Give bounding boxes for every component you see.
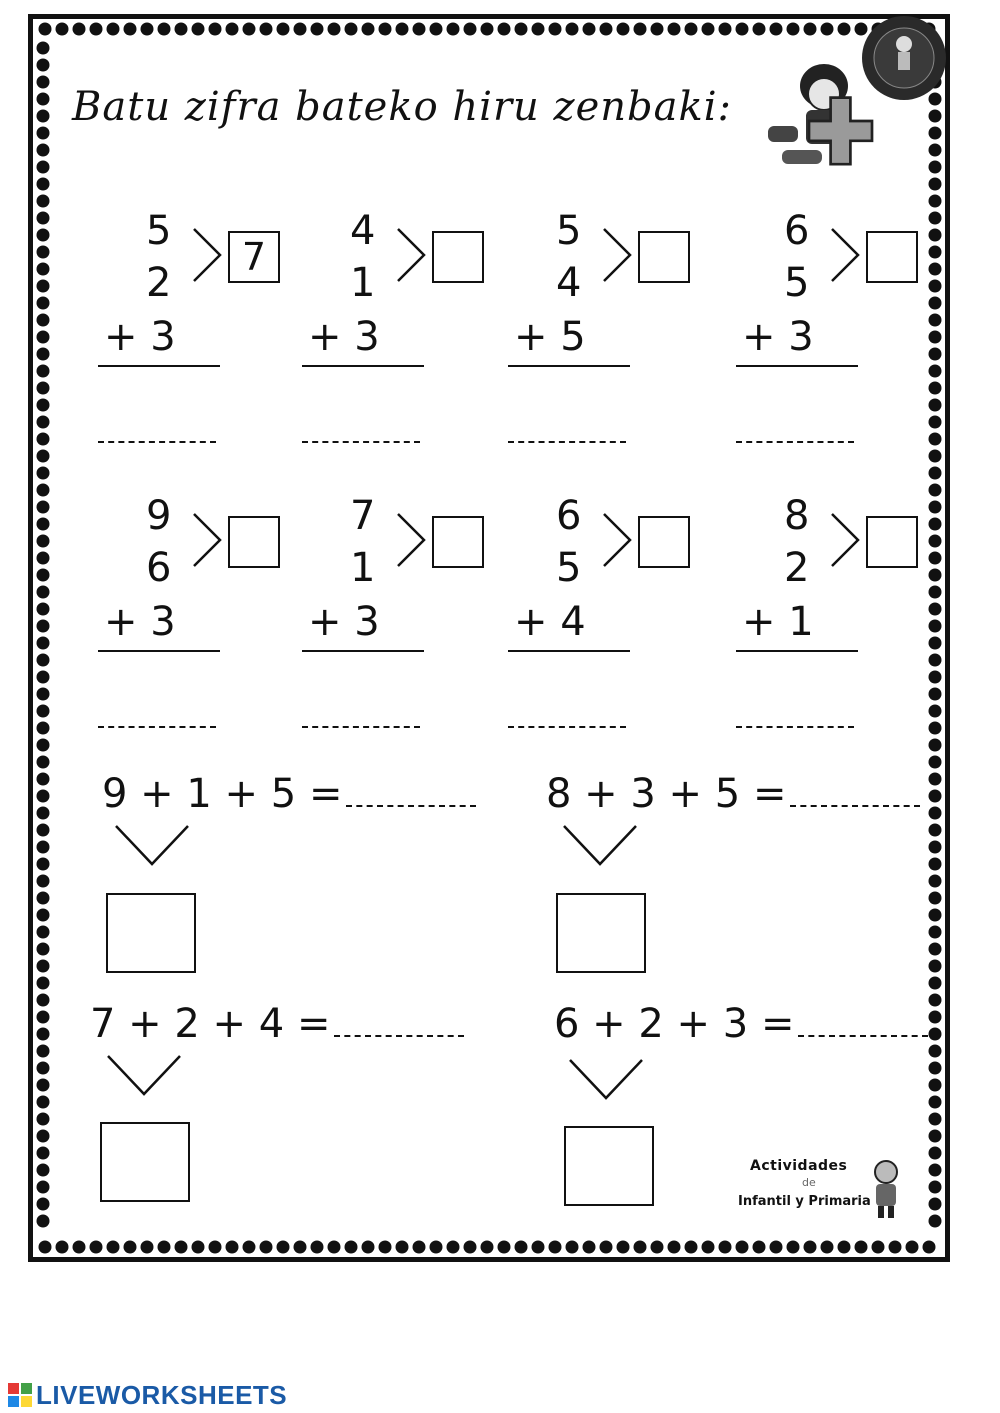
chevron-right-icon	[190, 510, 224, 570]
sum-line	[736, 365, 858, 367]
result-box[interactable]	[564, 1126, 654, 1206]
answer-blank[interactable]	[736, 726, 854, 728]
addend-3: + 3	[308, 314, 380, 360]
equation	[90, 1002, 464, 1046]
answer-blank[interactable]	[98, 441, 216, 443]
girl-plus-icon	[762, 58, 892, 200]
answer-blank[interactable]	[736, 441, 854, 443]
chevron-right-icon	[394, 225, 428, 285]
addend-3: + 3	[742, 314, 814, 360]
addend-1: 8	[784, 493, 810, 539]
equation-answer-blank[interactable]	[798, 1031, 928, 1037]
sum-line	[302, 365, 424, 367]
equation-answer-blank[interactable]	[346, 801, 476, 807]
answer-blank[interactable]	[98, 726, 216, 728]
addend-2: 1	[350, 260, 376, 306]
addend-1: 5	[556, 208, 582, 254]
addition-problem	[302, 205, 512, 465]
equation-answer-blank[interactable]	[790, 801, 920, 807]
credit-logo	[738, 1158, 908, 1224]
chevron-down-icon	[566, 1056, 646, 1102]
equation-answer-blank[interactable]	[334, 1031, 464, 1037]
addition-problem	[508, 490, 718, 750]
equation-text: 9 + 1 + 5 =	[102, 771, 343, 817]
worksheet-title: Batu zifra bateko hiru zenbaki:	[72, 84, 733, 130]
girl-mascot-icon	[866, 1158, 906, 1220]
addend-3: + 3	[308, 599, 380, 645]
partial-sum-box[interactable]	[432, 231, 484, 283]
addend-2: 6	[146, 545, 172, 591]
partial-sum-box[interactable]: 7	[228, 231, 280, 283]
addend-2: 2	[784, 545, 810, 591]
result-box[interactable]	[556, 893, 646, 973]
answer-blank[interactable]	[302, 726, 420, 728]
addition-problem	[98, 205, 308, 465]
result-box[interactable]	[100, 1122, 190, 1202]
addition-problem	[302, 490, 512, 750]
credit-line-1: Actividades	[750, 1158, 848, 1174]
equation-text: 7 + 2 + 4 =	[90, 1001, 331, 1047]
equation	[102, 772, 476, 816]
chevron-right-icon	[828, 225, 862, 285]
addition-problem	[736, 490, 946, 750]
addend-1: 6	[784, 208, 810, 254]
sum-line	[508, 650, 630, 652]
addend-1: 5	[146, 208, 172, 254]
partial-sum-box[interactable]	[866, 231, 918, 283]
credit-line-3: Infantil y Primaria	[738, 1194, 871, 1209]
chevron-down-icon	[104, 1052, 184, 1098]
addend-2: 1	[350, 545, 376, 591]
partial-sum-box[interactable]	[228, 516, 280, 568]
credit-line-2: de	[802, 1176, 816, 1189]
result-box[interactable]	[106, 893, 196, 973]
chevron-right-icon	[394, 510, 428, 570]
addend-3: + 1	[742, 599, 814, 645]
chevron-right-icon	[600, 225, 634, 285]
sum-line	[736, 650, 858, 652]
chevron-right-icon	[828, 510, 862, 570]
addend-1: 7	[350, 493, 376, 539]
addend-3: + 3	[104, 314, 176, 360]
chevron-down-icon	[112, 822, 192, 868]
addend-2: 4	[556, 260, 582, 306]
addend-3: + 5	[514, 314, 586, 360]
partial-sum-box[interactable]	[638, 231, 690, 283]
addend-1: 9	[146, 493, 172, 539]
answer-blank[interactable]	[302, 441, 420, 443]
chevron-down-icon	[560, 822, 640, 868]
partial-sum-box[interactable]	[638, 516, 690, 568]
addend-3: + 4	[514, 599, 586, 645]
equation-text: 8 + 3 + 5 =	[546, 771, 787, 817]
chevron-right-icon	[190, 225, 224, 285]
addend-3: + 3	[104, 599, 176, 645]
addend-2: 5	[556, 545, 582, 591]
partial-sum-box[interactable]	[866, 516, 918, 568]
sum-line	[302, 650, 424, 652]
addition-problem	[736, 205, 946, 465]
partial-sum-box[interactable]	[432, 516, 484, 568]
equation	[554, 1002, 928, 1046]
addition-problem	[508, 205, 718, 465]
addend-2: 5	[784, 260, 810, 306]
addition-problem	[98, 490, 308, 750]
equation-text: 6 + 2 + 3 =	[554, 1001, 795, 1047]
footer-brand[interactable]	[8, 1380, 287, 1411]
addend-1: 6	[556, 493, 582, 539]
equation	[546, 772, 920, 816]
sum-line	[508, 365, 630, 367]
chevron-right-icon	[600, 510, 634, 570]
footer-brand-text: LIVEWORKSHEETS	[36, 1380, 288, 1410]
sum-line	[98, 650, 220, 652]
sum-line	[98, 365, 220, 367]
liveworksheets-logo-icon	[8, 1383, 32, 1407]
answer-blank[interactable]	[508, 441, 626, 443]
answer-blank[interactable]	[508, 726, 626, 728]
addend-2: 2	[146, 260, 172, 306]
addend-1: 4	[350, 208, 376, 254]
